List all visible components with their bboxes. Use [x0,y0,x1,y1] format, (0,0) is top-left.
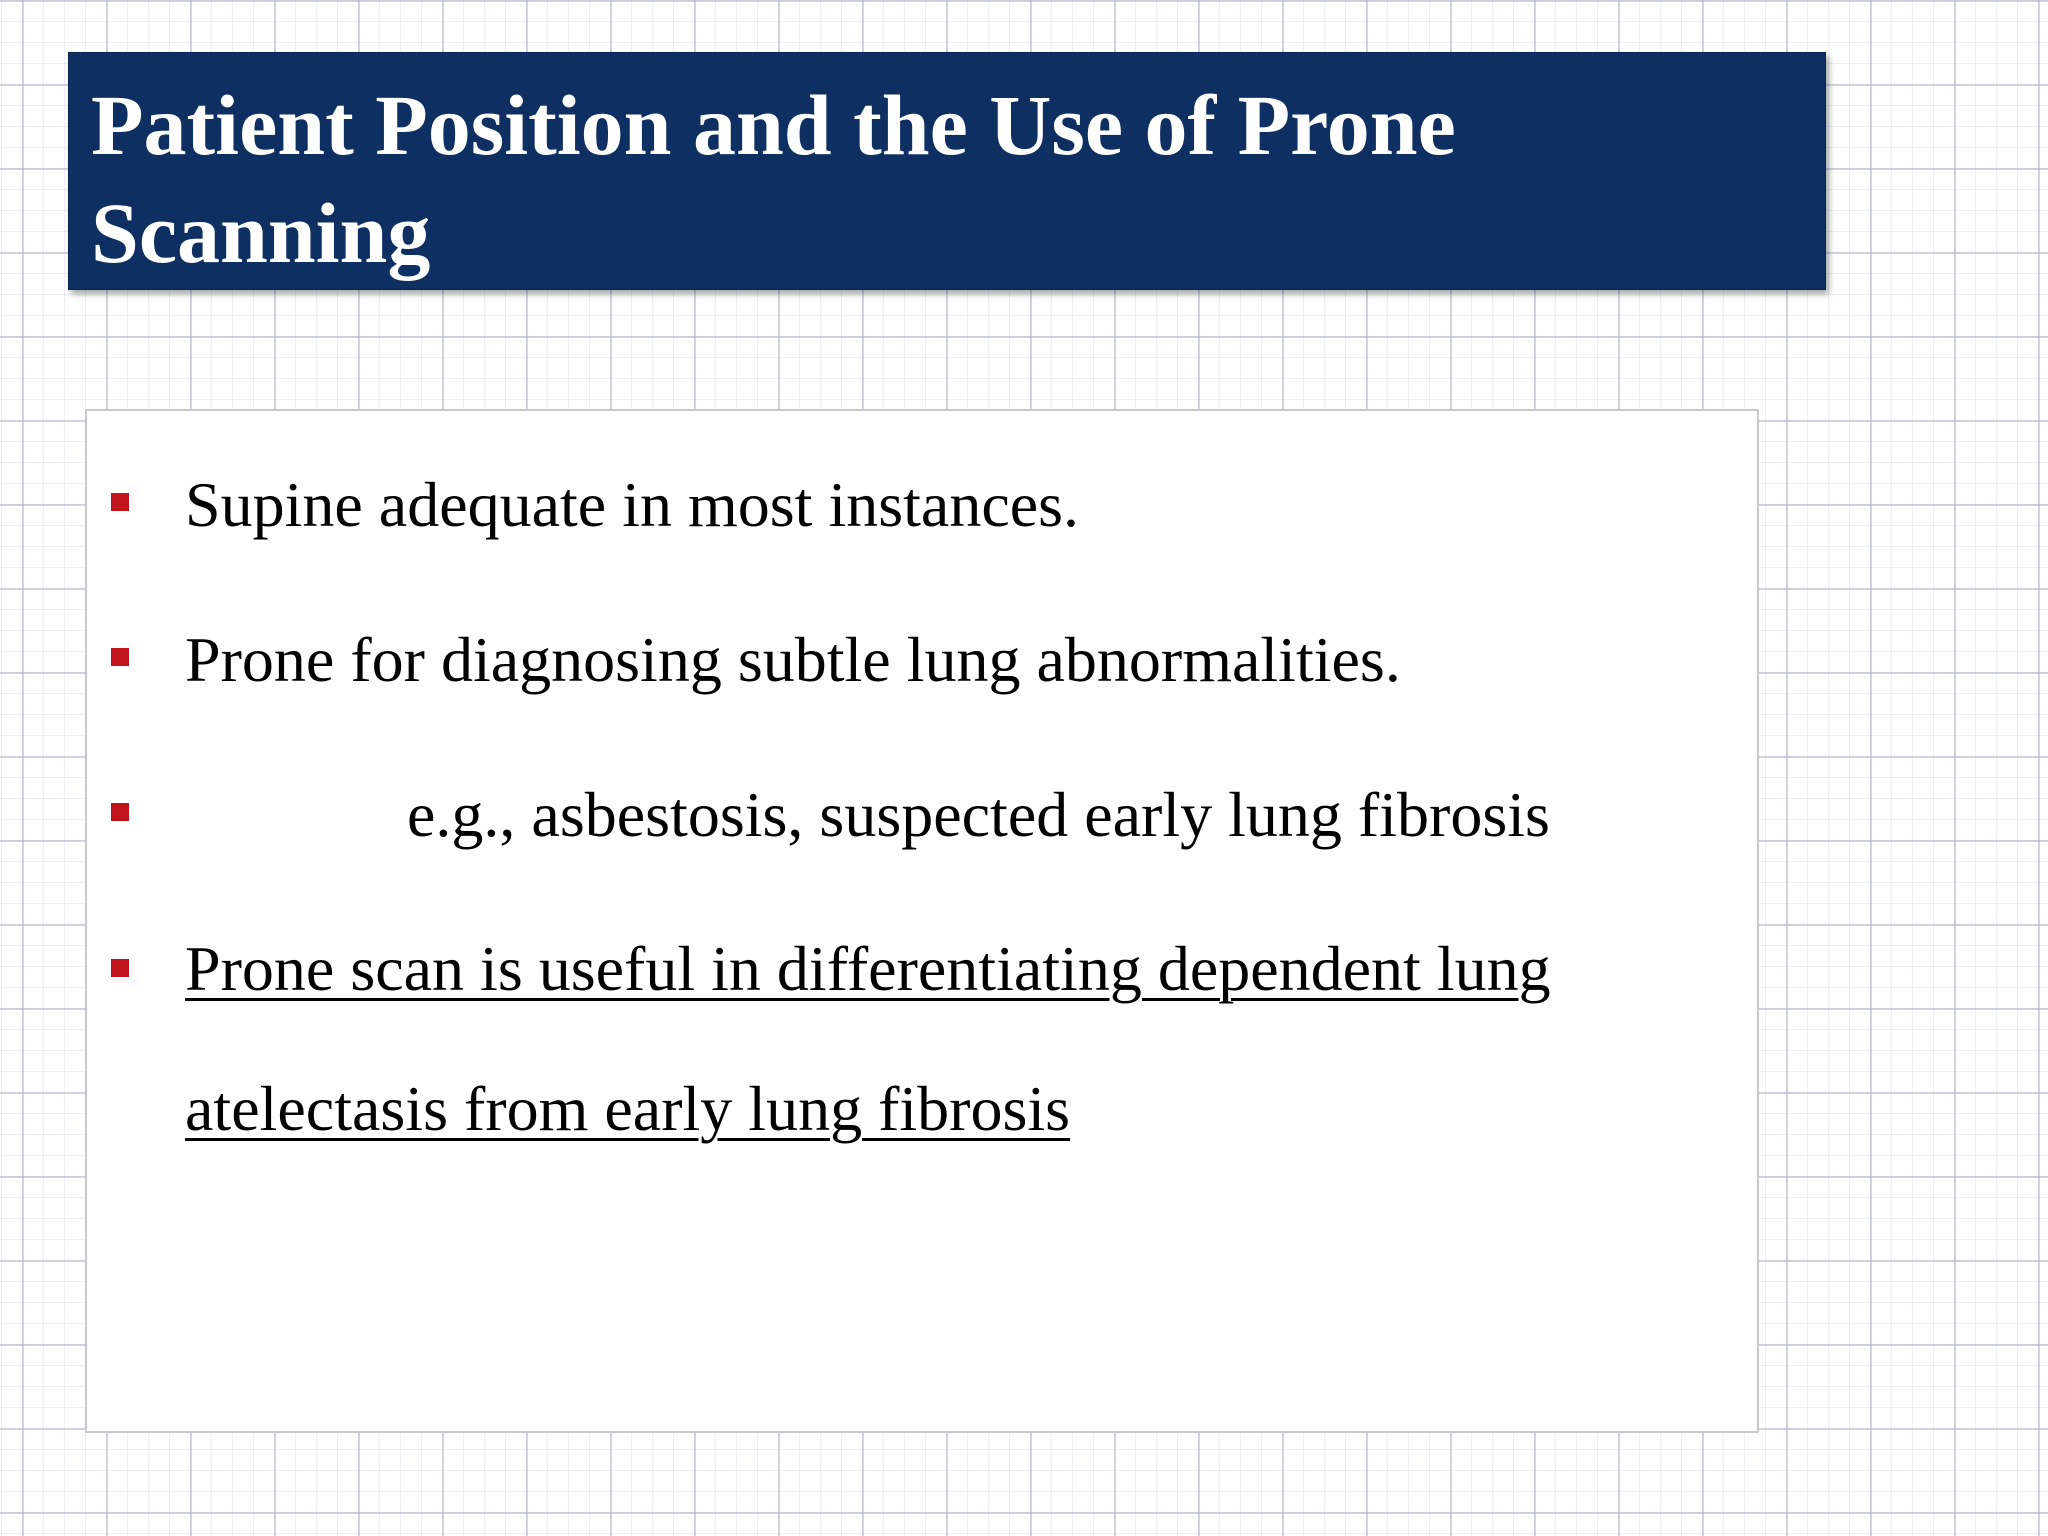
bullet-item-4 [185,899,1551,1179]
bullet-marker [111,959,129,977]
bullet-marker [111,803,129,821]
bullet-item-1: Supine adequate in most instances. [185,469,1080,540]
slide-title: Patient Position and the Use of Prone Scanning [91,77,1456,281]
bullet-item-3: e.g., asbestosis, suspected early lung fibrosis [407,779,1550,850]
bullet-marker [111,493,129,511]
slide-title-bar [68,52,1826,290]
bullet-marker [111,648,129,666]
bullet-item-2: Prone for diagnosing subtle lung abnormalities. [185,624,1401,695]
bullet-item-4-line-2: atelectasis from early lung fibrosis [185,1073,1071,1144]
bullet-list-box [85,409,1759,1433]
bullet-item-4-line-1: Prone scan is useful in differentiating dependent lung [185,933,1551,1004]
